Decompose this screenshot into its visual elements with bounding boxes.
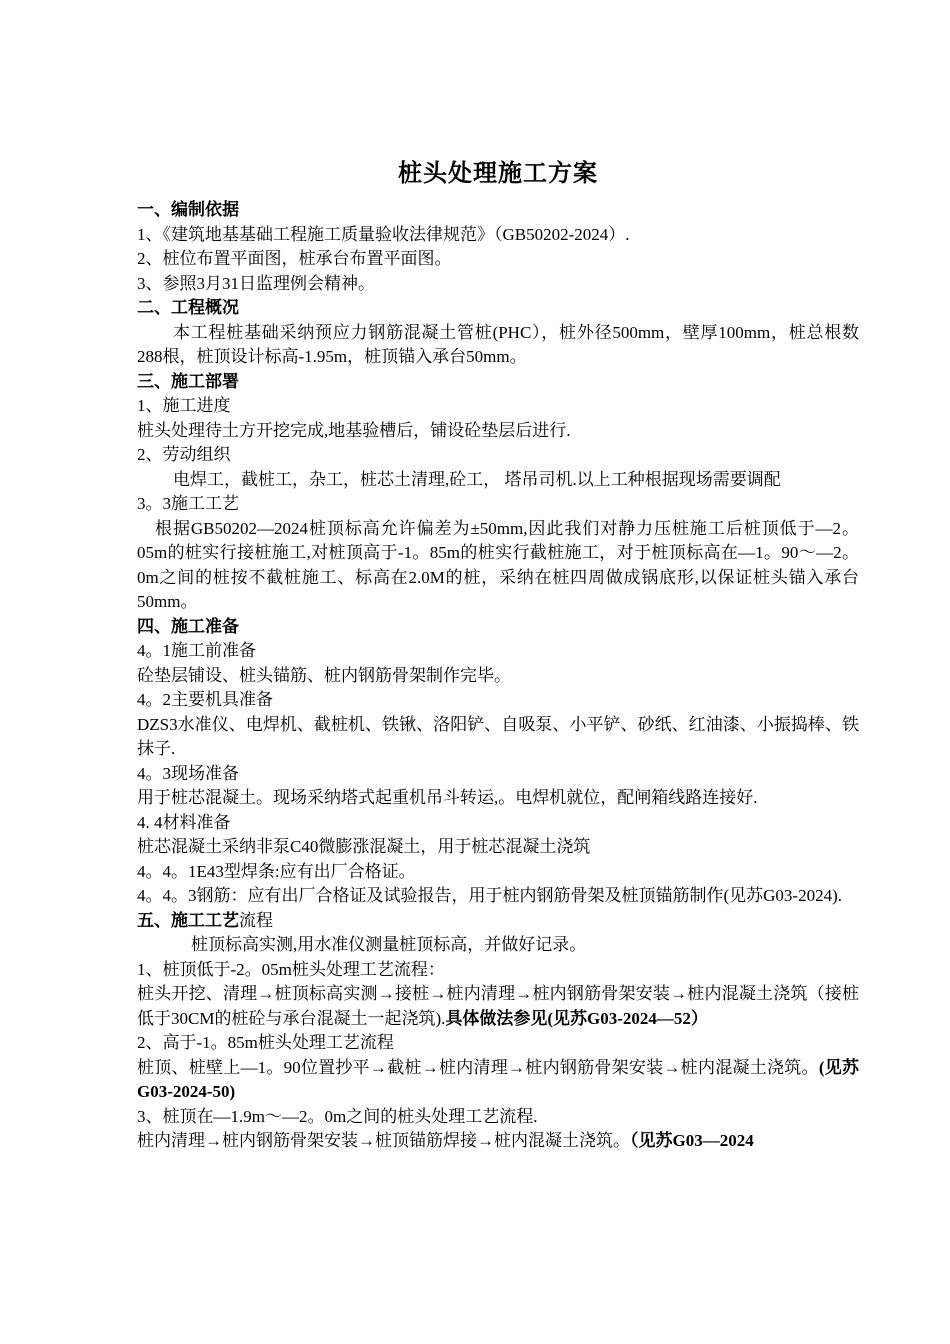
process-flow-heading-bold: 五、施工工艺 [137,910,239,930]
section-heading-basis: 一、编制依据 [137,200,239,219]
flow-2-title: 2、高于-1。85m桩头处理工艺流程 [137,1033,394,1052]
section-heading-deployment: 三、施工部署 [137,371,239,391]
flow-1-reference: 具体做法参见(见苏G03-2024—52） [445,1008,708,1028]
overview-paragraph: 本工程桩基础采纳预应力钢筋混凝土管桩(PHC），桩外径500mm，壁厚100mm，桩总根数288根，桩顶设计标高-1.95m，桩顶锚入承台50mm。 [137,322,859,366]
flow-1-title: 1、桩顶低于-2。05m桩头处理工艺流程： [137,959,445,979]
equipment-subheading: 4。2主要机具准备 [137,690,273,709]
basis-item-3: 3、参照3月31日监理例会精神。 [137,273,375,293]
flow-3-paragraph [137,1129,859,1154]
elevation-survey-text: 桩顶标高实测,用水准仪测量桩顶标高，并做好记录。 [191,935,587,954]
process-flow-heading-rest: 流程 [239,910,273,930]
progress-text: 桩头处理待土方开挖完成,地基验槽后，铺设砼垫层后进行. [137,420,571,440]
basis-item-1: 1、《建筑地基基础工程施工质量验收法律规范》（GB50202-2024）. [137,224,630,244]
site-text: 用于桩芯混凝土。现场采纳塔式起重机吊斗转运,。电焊机就位，配闸箱线路连接好. [137,788,758,807]
flow-3-text: 桩内清理→桩内钢筋骨架安装→桩顶锚筋焊接→桩内混凝土浇筑。 [137,1131,630,1150]
pre-construction-subheading: 4。1施工前准备 [137,641,256,660]
welding-rod-text: 4。4。1E43型焊条:应有出厂合格证。 [137,861,416,881]
site-subheading: 4。3现场准备 [137,763,239,783]
labor-subheading: 2、劳动组织 [137,445,231,464]
rebar-text: 4。4。3钢筋：应有出厂合格证及试验报告，用于桩内钢筋骨架及桩顶锚筋制作(见苏G03-2024). [137,886,843,905]
document-title: 桩头处理施工方案 [398,161,598,187]
flow-3-title: 3、桩顶在—1.9m～—2。0m之间的桩头处理工艺流程. [137,1106,538,1126]
flow-1-paragraph [137,982,859,1031]
process-text: 根据GB50202—2024桩顶标高允许偏差为±50mm,因此我们对静力压桩施工后桩顶低于—2。05m的桩实行接桩施工,对桩顶高于-1。85m的桩实行截桩施工，对于桩顶标高在—1。90～—2。0m之间的桩按不截桩施工、标高在2.0M的桩，采纳在桩四周做成锅底形,以保证桩头锚入承台50mm。 [137,518,859,611]
section-heading-preparation: 四、施工准备 [137,616,239,636]
progress-subheading: 1、施工进度 [137,396,231,415]
basis-item-2: 2、桩位布置平面图，桩承台布置平面图。 [137,249,452,268]
section-heading-overview: 二、工程概况 [137,298,239,317]
materials-subheading: 4. 4材料准备 [137,812,231,832]
document-page [137,158,859,1154]
flow-2-reference: (见苏G03-2024-50) [137,1057,860,1101]
flow-3-reference: （见苏G03—2024 [630,1131,754,1150]
equipment-text: DZS3水准仪、电焊机、截桩机、铁锹、洛阳铲、自吸泵、小平铲、砂纸、红油漆、小振捣棒、铁抹子. [137,714,859,758]
flow-2-text: 桩顶、桩壁上—1。90位置抄平→截桩→桩内清理→桩内钢筋骨架安装→桩内混凝土浇筑。 [137,1057,819,1077]
materials-text: 桩芯混凝土采纳非泵C40微膨涨混凝土，用于桩芯混凝土浇筑 [137,837,591,856]
flow-2-paragraph [137,1056,859,1105]
flow-1-text: 桩头开挖、清理→桩顶标高实测→接桩→桩内清理→桩内钢筋骨架安装→桩内混凝土浇筑（接桩低于30CM的桩砼与承台混凝土一起浇筑). [137,984,859,1028]
process-subheading: 3。3施工工艺 [137,494,239,513]
pre-construction-text: 砼垫层铺设、桩头锚筋、桩内钢筋骨架制作完毕。 [137,665,511,685]
section-heading-process-flow [137,909,859,934]
labor-text: 电焊工，截桩工，杂工，桩芯土清理,砼工， 塔吊司机.以上工种根据现场需要调配 [173,469,781,489]
